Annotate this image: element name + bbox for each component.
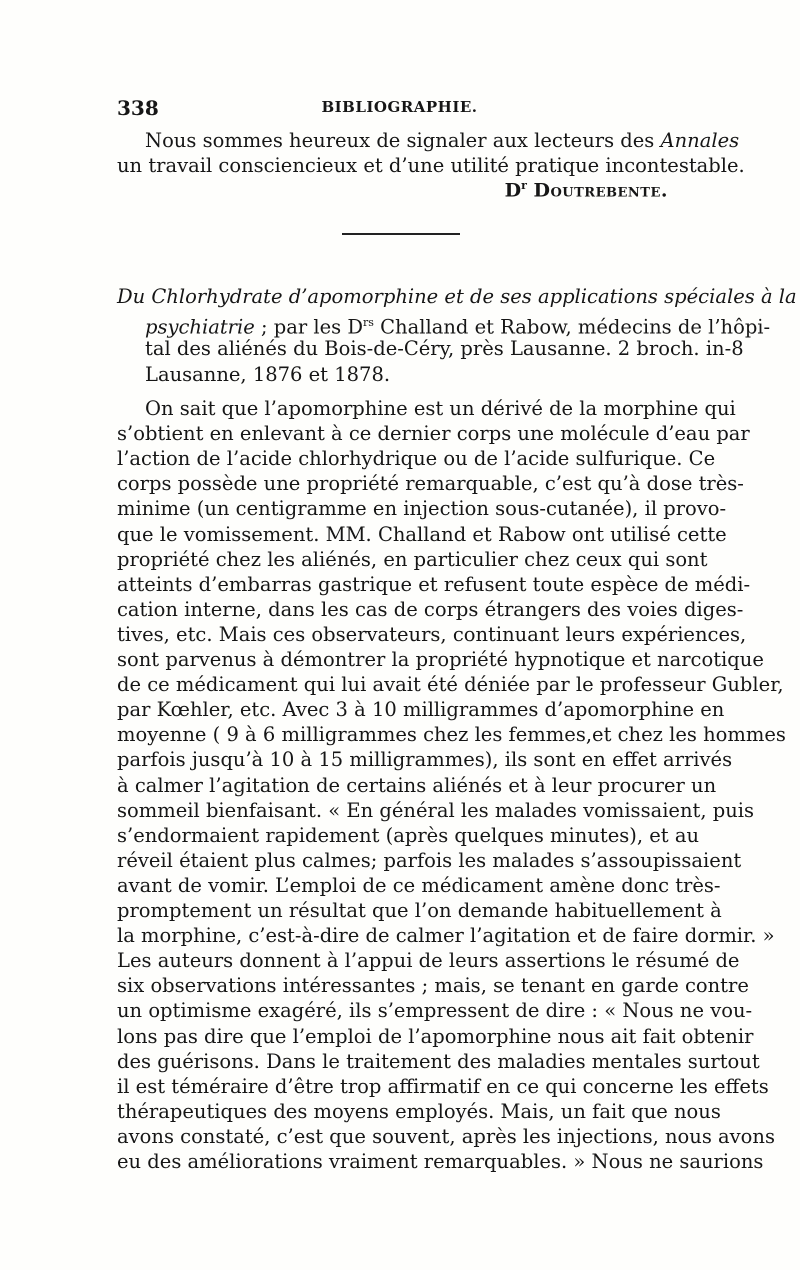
body-line: six observations intéressantes ; mais, se tenant en garde contre	[117, 974, 749, 998]
signature: $D^r$ Doutrebente.	[504, 179, 668, 202]
body-line: promptement un résultat que l’on demande habituellement à	[117, 899, 722, 922]
intro-line-1: Nous sommes heureux de signaler aux lecteurs des Annales	[145, 129, 740, 152]
body-line: des guérisons. Dans le traitement des maladies mentales surtout	[117, 1049, 760, 1073]
body-line: à calmer l’agitation de certains aliénés et à leur procurer un	[117, 773, 717, 797]
body-line: moyenne ( 9 à 6 milligrammes chez les femmes,et chez les hommes	[117, 723, 786, 747]
body-line: la morphine, c’est-à-dire de calmer l’agitation et de faire dormir. »	[117, 924, 775, 948]
body-line: un optimisme exagéré, ils s’empressent de dire : « Nous ne vou-	[117, 999, 753, 1023]
body-line: avant de vomir. L’emploi de ce médicament amène donc très-	[117, 873, 721, 897]
body-line: par Kœhler, etc. Avec 3 à 10 milligrammes d’apomorphine en	[117, 698, 725, 722]
body-line: Les auteurs donnent à l’appui de leurs assertions le résumé de	[117, 949, 740, 973]
body-line: il est téméraire d’être trop affirmatif en ce qui concerne les effets	[117, 1074, 769, 1098]
journal-name: Annales	[660, 129, 740, 152]
body-line: atteints d’embarras gastrique et refusent toute espèce de médi-	[117, 572, 751, 596]
body-line: thérapeutiques des moyens employés. Mais, un fait que nous	[117, 1099, 721, 1123]
body-line: lons pas dire que l’emploi de l’apomorphine nous ait fait obtenir	[117, 1024, 754, 1048]
signature-name: Doutrebente.	[533, 179, 668, 202]
body-line: corps possède une propriété remarquable, c’est qu’à dose très-	[117, 472, 744, 496]
body-line: parfois jusqu’à 10 à 15 milligrammes), ils sont en effet arrivés	[117, 748, 733, 772]
body-line: minime (un centigramme en injection sous-cutanée), il provo-	[117, 497, 727, 521]
reference-title-line-2: psychiatrie ; par les $D^{rs}$ Challand et Rabow, médecins de l’hôpi-	[145, 315, 771, 339]
page-number: 338	[117, 96, 159, 120]
reference-line-3: tal des aliénés du Bois-de-Céry, près Lausanne. 2 broch. in-8	[145, 337, 744, 360]
intro-line-2: un travail consciencieux et d’une utilité pratique incontestable.	[117, 154, 745, 177]
body-line: cation interne, dans les cas de corps étrangers des voies diges-	[117, 597, 744, 621]
body-line: de ce médicament qui lui avait été déniée par le professeur Gubler,	[117, 673, 784, 697]
body-line: que le vomissement. MM. Challand et Rabow ont utilisé cette	[117, 522, 727, 546]
body-line: On sait que l’apomorphine est un dérivé de la morphine qui	[145, 397, 736, 420]
body-line: l’action de l’acide chlorhydrique ou de l’acide sulfurique. Ce	[117, 447, 716, 471]
body-line: sommeil bienfaisant. « En général les malades vomissaient, puis	[117, 798, 755, 822]
reference-line-4: Lausanne, 1876 et 1878.	[145, 363, 391, 386]
reference-title-line-1: Du Chlorhydrate d’apomorphine et de ses applications spéciales à la	[117, 285, 797, 308]
body-line: propriété chez les aliénés, en particulier chez ceux qui sont	[117, 547, 708, 571]
running-head	[117, 96, 682, 122]
body-line: eu des améliorations vraiment remarquables. » Nous ne saurions	[117, 1150, 764, 1173]
section-title: BIBLIOGRAPHIE.	[321, 98, 478, 116]
body-line: avons constaté, c’est que souvent, après les injections, nous avons	[117, 1124, 775, 1148]
section-divider	[342, 233, 460, 235]
body-line: s’obtient en enlevant à ce dernier corps une molécule d’eau par	[117, 422, 750, 446]
body-line: réveil étaient plus calmes; parfois les malades s’assoupissaient	[117, 848, 742, 872]
body-line: tives, etc. Mais ces observateurs, continuant leurs expériences,	[117, 622, 747, 646]
body-line: s’endormaient rapidement (après quelques minutes), et au	[117, 823, 700, 847]
body-line: sont parvenus à démontrer la propriété hypnotique et narcotique	[117, 648, 764, 671]
